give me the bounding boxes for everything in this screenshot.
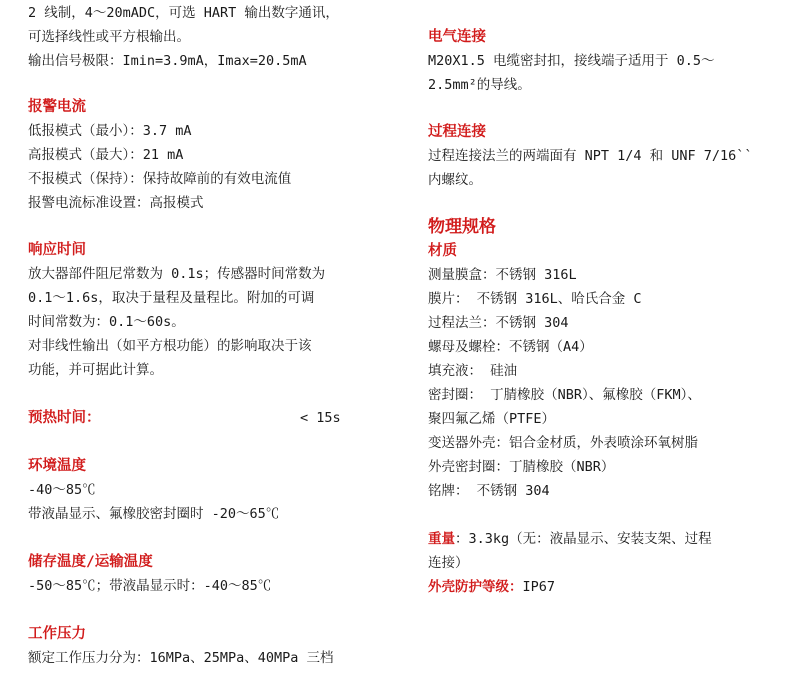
material-item: 螺母及螺栓：不锈钢（A4） bbox=[428, 339, 593, 355]
weight-label: 重量 bbox=[428, 531, 455, 547]
alarm-current-heading: 报警电流 bbox=[28, 99, 86, 115]
warmup-time-heading: 预热时间： bbox=[28, 410, 101, 426]
ambient-temp-heading: 环境温度 bbox=[28, 458, 86, 474]
material-item: 过程法兰：不锈钢 304 bbox=[428, 315, 569, 331]
output-signal-limits: 输出信号极限：Imin=3.9mA，Imax=20.5mA bbox=[28, 53, 307, 69]
material-item: 聚四氟乙烯（PTFE） bbox=[428, 411, 556, 427]
alarm-low-mode: 低报模式（最小）：3.7 mA bbox=[28, 123, 192, 139]
working-pressure-line-1: 额定工作压力分为：16MPa、25MPa、40MPa 三档 bbox=[28, 650, 334, 666]
protection-label: 外壳防护等级： bbox=[428, 579, 523, 595]
storage-temp-heading: 储存温度/运输温度 bbox=[28, 554, 153, 570]
alarm-hold-mode: 不报模式（保持）：保持故障前的有效电流值 bbox=[28, 171, 292, 187]
electrical-line-1: M20X1.5 电缆密封扣，接线端子适用于 0.5～ bbox=[428, 53, 715, 69]
alarm-default-setting: 报警电流标准设置：高报模式 bbox=[28, 195, 204, 211]
weight-text: ：3.3kg（无：液晶显示、安装支架、过程 bbox=[455, 531, 712, 547]
output-line-2: 可选择线性或平方根输出。 bbox=[28, 29, 190, 45]
warmup-time-value: < 15s bbox=[300, 410, 341, 426]
response-line-4: 对非线性输出（如平方根功能）的影响取决于该 bbox=[28, 338, 312, 354]
electrical-line-2: 2.5mm²的导线。 bbox=[428, 77, 531, 93]
material-item: 铭牌： 不锈钢 304 bbox=[428, 483, 550, 499]
physical-spec-heading: 物理规格 bbox=[428, 217, 496, 237]
material-item: 填充液： 硅油 bbox=[428, 363, 518, 379]
response-line-3: 时间常数为：0.1～60s。 bbox=[28, 314, 185, 330]
electrical-connection-heading: 电气连接 bbox=[428, 29, 486, 45]
protection-line bbox=[428, 578, 555, 596]
protection-value: IP67 bbox=[522, 579, 556, 595]
material-item: 密封圈： 丁腈橡胶（NBR）、氟橡胶（FKM）、 bbox=[428, 387, 701, 403]
weight-line-2: 连接） bbox=[428, 555, 469, 571]
material-item: 测量膜盒：不锈钢 316L bbox=[428, 267, 577, 283]
process-connection-heading: 过程连接 bbox=[428, 124, 486, 140]
storage-temp-line-1: -50～85℃；带液晶显示时：-40～85℃ bbox=[28, 578, 272, 594]
weight-line-1 bbox=[428, 530, 712, 548]
material-item: 外壳密封圈：丁腈橡胶（NBR） bbox=[428, 459, 615, 475]
material-item: 膜片： 不锈钢 316L、哈氏合金 C bbox=[428, 291, 642, 307]
process-line-2: 内螺纹。 bbox=[428, 172, 482, 188]
response-time-heading: 响应时间 bbox=[28, 242, 86, 258]
material-heading: 材质 bbox=[428, 243, 457, 259]
ambient-temp-line-1: -40～85℃ bbox=[28, 482, 96, 498]
output-line-1: 2 线制，4～20mADC，可选 HART 输出数字通讯， bbox=[28, 5, 339, 21]
material-item: 变送器外壳：铝合金材质，外表喷涂环氧树脂 bbox=[428, 435, 698, 451]
process-line-1: 过程连接法兰的两端面有 NPT 1/4 和 UNF 7/16`` bbox=[428, 148, 753, 164]
alarm-high-mode: 高报模式（最大）：21 mA bbox=[28, 147, 184, 163]
response-line-2: 0.1～1.6s，取决于量程及量程比。附加的可调 bbox=[28, 290, 315, 306]
response-line-5: 功能，并可据此计算。 bbox=[28, 362, 163, 378]
working-pressure-heading: 工作压力 bbox=[28, 626, 86, 642]
ambient-temp-line-2: 带液晶显示、氟橡胶密封圈时 -20～65℃ bbox=[28, 506, 280, 522]
response-line-1: 放大器部件阻尼常数为 0.1s；传感器时间常数为 bbox=[28, 266, 326, 282]
